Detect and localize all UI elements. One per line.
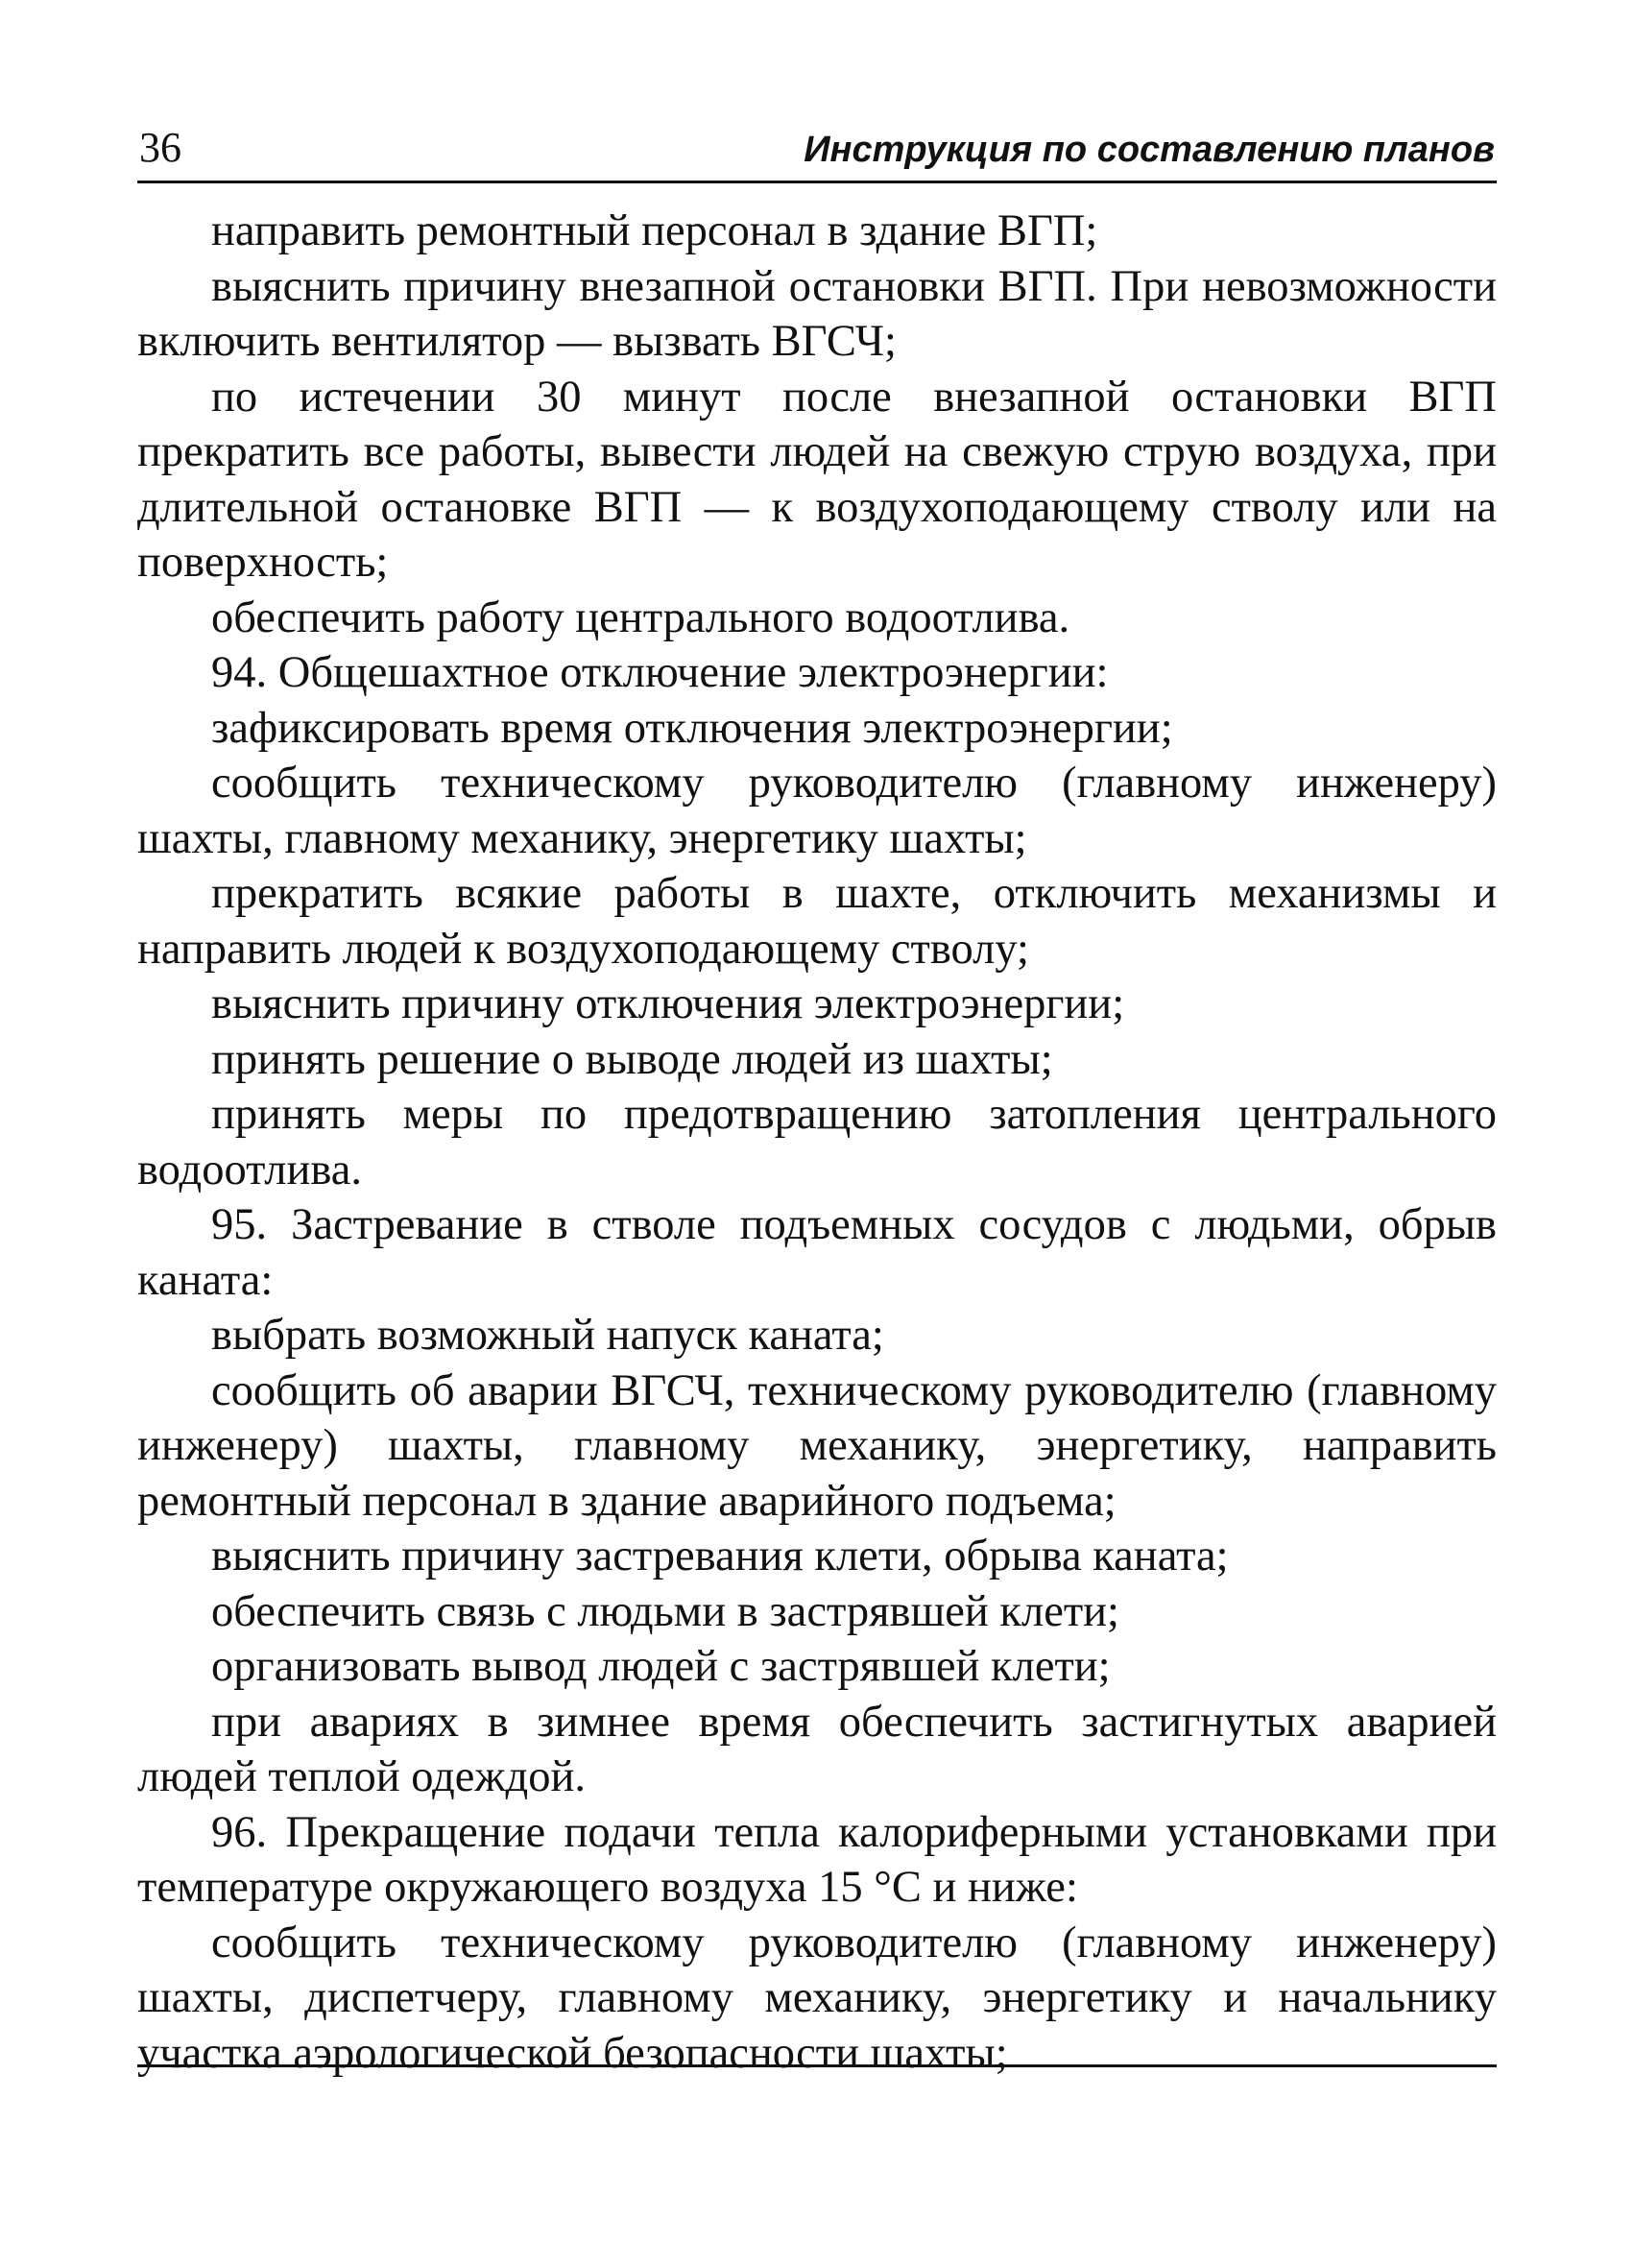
- paragraph: выбрать возможный напуск каната;: [211, 1311, 884, 1360]
- section-heading-96: 96. Прекращение подачи тепла калориферными установками при температуре окружающего воздуха 15 °С и ниже:: [137, 1807, 1497, 1912]
- paragraph: зафиксировать время отключения электроэнергии;: [211, 703, 1173, 753]
- page-body: [137, 204, 1497, 2081]
- paragraph: прекратить всякие работы в шахте, отключить механизмы и направить людей к воздухоподающему стволу;: [137, 869, 1497, 974]
- paragraph: обеспечить работу центрального водоотлива.: [211, 592, 1070, 642]
- paragraph: выяснить причину внезапной остановки ВГП. При невозможности включить вентилятор — вызвать ВГСЧ;: [137, 261, 1497, 366]
- paragraph: сообщить об аварии ВГСЧ, техническому руководителю (главному инженеру) шахты, главному механику, энергетику, направить ремонтный персонал в здание аварийного подъема;: [137, 1365, 1497, 1526]
- paragraph: принять меры по предотвращению затопления центрального водоотлива.: [137, 1090, 1497, 1194]
- page-number: 36: [139, 124, 181, 171]
- paragraph: сообщить техническому руководителю (главному инженеру) шахты, диспетчеру, главному механику, энергетику и начальнику участка аэрологической безопасности шахты;: [137, 1918, 1497, 2078]
- section-heading-95: 95. Застревание в стволе подъемных сосудов с людьми, обрыв каната:: [137, 1200, 1497, 1305]
- paragraph: обеспечить связь с людьми в застрявшей клети;: [211, 1586, 1119, 1636]
- paragraph: по истечении 30 минут после внезапной остановки ВГП прекратить все работы, вывести людей на свежую струю воздуха, при длительной остановке ВГП — к воздухоподающему стволу или на поверхность;: [137, 372, 1497, 587]
- section-heading-94: 94. Общешахтное отключение электроэнергии:: [211, 648, 1109, 697]
- paragraph: выяснить причину застревания клети, обрыва каната;: [211, 1532, 1229, 1580]
- bottom-rule: [137, 2064, 1497, 2067]
- page-header: [137, 123, 1497, 183]
- paragraph: направить ремонтный персонал в здание ВГП;: [211, 206, 1098, 255]
- paragraph: при авариях в зимнее время обеспечить застигнутых аварией людей теплой одеждой.: [137, 1697, 1497, 1801]
- running-title: Инструкция по составлению планов: [804, 130, 1495, 170]
- paragraph: принять решение о выводе людей из шахты;: [211, 1034, 1053, 1084]
- paragraph: сообщить техническому руководителю (главному инженеру) шахты, главному механику, энергетику шахты;: [137, 759, 1497, 863]
- paragraph: организовать вывод людей с застрявшей клети;: [211, 1642, 1111, 1691]
- paragraph: выяснить причину отключения электроэнергии;: [211, 979, 1125, 1028]
